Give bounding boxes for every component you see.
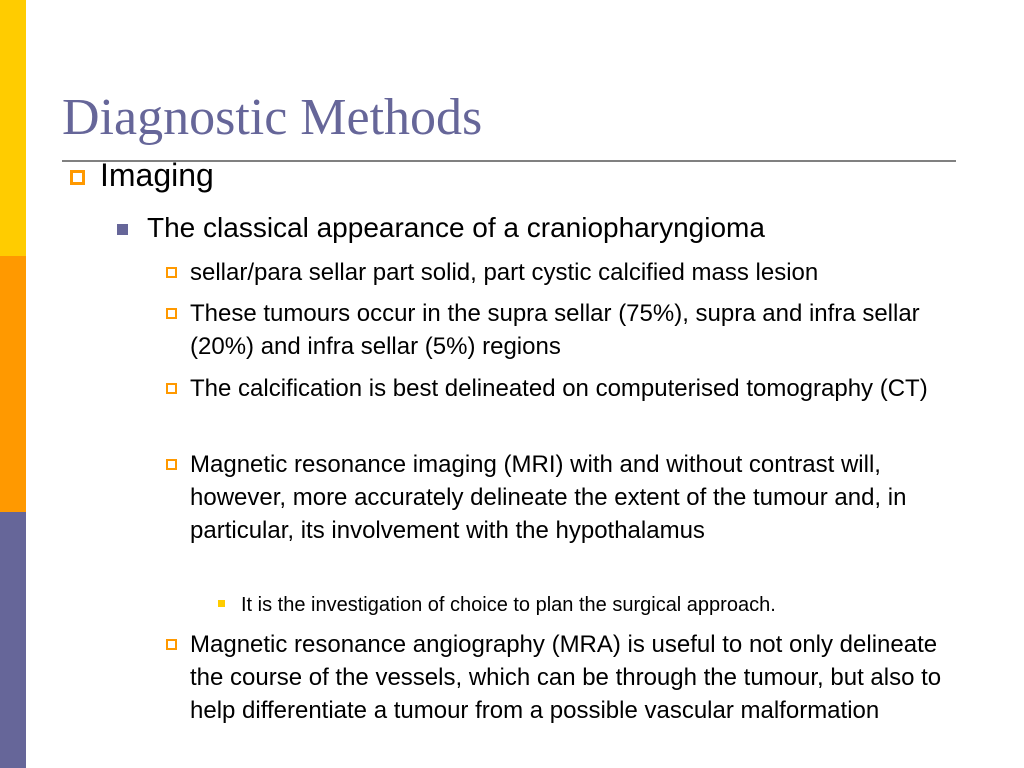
bullet-text: The classical appearance of a craniopharyngioma bbox=[147, 212, 765, 243]
filled-square-icon bbox=[117, 224, 128, 235]
small-filled-square-icon bbox=[218, 600, 225, 607]
bullet-text: The calcification is best delineated on computerised tomography (CT) bbox=[190, 375, 928, 402]
bullet-text: sellar/para sellar part solid, part cystic calcified mass lesion bbox=[190, 259, 819, 286]
bullet-level3-mra bbox=[190, 628, 970, 727]
bullet-text: Imaging bbox=[100, 157, 214, 193]
side-bar-purple bbox=[0, 512, 26, 768]
hollow-square-icon bbox=[166, 639, 177, 650]
side-bar-orange bbox=[0, 256, 26, 512]
bullet-text: Magnetic resonance angiography (MRA) is useful to not only delineate the course of the vessels, which can be through the tumour, but also to help differentiate a tumour from a possible vascular malformation bbox=[190, 631, 942, 724]
bullet-text: It is the investigation of choice to plan the surgical approach. bbox=[241, 594, 776, 616]
hollow-square-icon bbox=[166, 308, 177, 319]
bullet-level1-imaging bbox=[100, 155, 960, 195]
hollow-square-icon bbox=[166, 267, 177, 278]
hollow-square-icon bbox=[166, 383, 177, 394]
bullet-level4-investigation-of-choice bbox=[241, 591, 961, 619]
bullet-level2-classical-appearance bbox=[147, 210, 957, 246]
bullet-level3-mri bbox=[190, 448, 970, 547]
hollow-square-icon bbox=[166, 459, 177, 470]
bullet-level3-mass-lesion bbox=[190, 256, 970, 289]
bullet-level3-tumour-locations bbox=[190, 297, 970, 363]
side-bar-yellow bbox=[0, 0, 26, 256]
bullet-text: These tumours occur in the supra sellar (75%), supra and infra sellar (20%) and infra sellar (5%) regions bbox=[190, 300, 920, 360]
slide-title: Diagnostic Methods bbox=[62, 89, 483, 146]
hollow-square-icon bbox=[70, 170, 85, 185]
bullet-text: Magnetic resonance imaging (MRI) with and without contrast will, however, more accurately delineate the extent of the tumour and, in particular, its involvement with the hypothalamus bbox=[190, 451, 907, 544]
bullet-level3-ct-calcification bbox=[190, 372, 970, 405]
